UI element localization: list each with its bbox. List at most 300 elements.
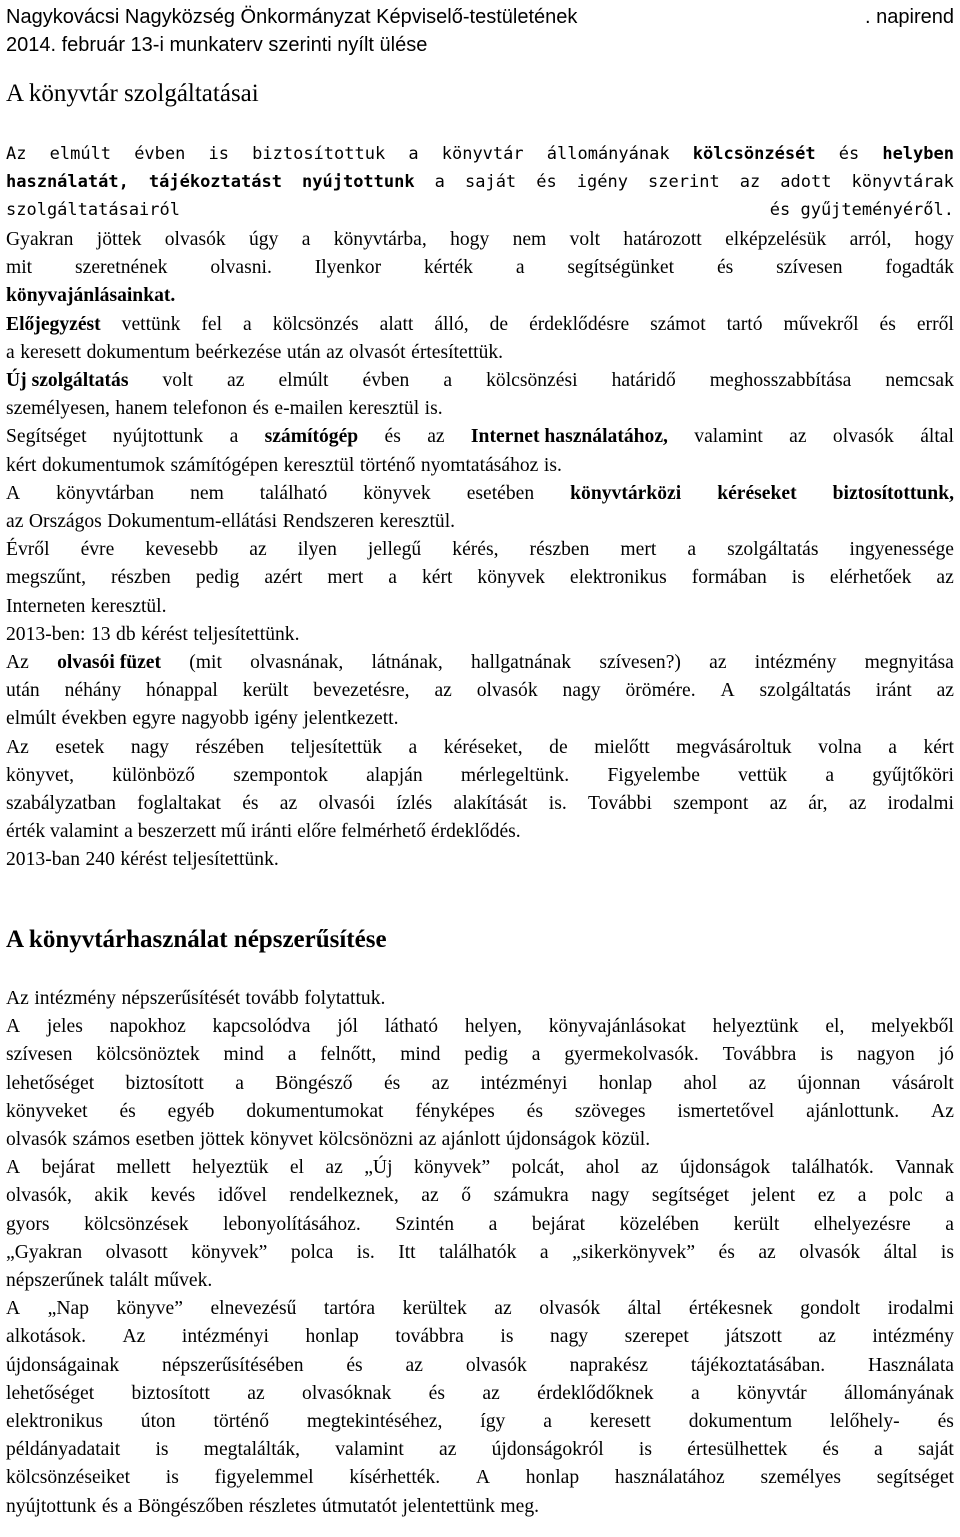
word: megszűnt, xyxy=(6,567,86,589)
word: olvasni. xyxy=(210,257,272,279)
word: könyvek” xyxy=(413,1157,491,1179)
word: akik xyxy=(94,1185,129,1207)
word: úgy xyxy=(248,229,279,250)
word: az xyxy=(494,1298,512,1320)
word: számos xyxy=(72,1129,131,1151)
word: bejárat xyxy=(531,1213,586,1235)
word: volna xyxy=(818,736,862,758)
word: jeles xyxy=(46,1016,83,1038)
word: az xyxy=(789,426,807,448)
word: így xyxy=(480,1411,506,1433)
word: szívesen xyxy=(776,257,843,279)
word: könyve” xyxy=(116,1298,183,1320)
word: db xyxy=(116,623,136,645)
word: rendelkeznek, xyxy=(289,1185,399,1207)
word: is. xyxy=(356,1241,375,1263)
word: intézményi xyxy=(480,1072,568,1094)
bold-word: helyben xyxy=(882,144,954,164)
word: részben xyxy=(529,539,590,561)
word: a xyxy=(488,1213,498,1235)
text-line xyxy=(6,1267,954,1295)
word: kölcsönözni xyxy=(318,1129,414,1151)
word: kölcsönzések xyxy=(84,1213,189,1235)
word: kéréseket, xyxy=(443,736,523,758)
word: az xyxy=(739,172,761,192)
word: könyvtár xyxy=(441,144,524,164)
text-line xyxy=(6,1211,954,1239)
word: Az xyxy=(931,1100,954,1122)
text-line xyxy=(6,367,954,395)
word: kért xyxy=(6,454,37,476)
word: könyvet, xyxy=(6,764,75,786)
word: könyvtárak xyxy=(851,172,954,192)
bold-word: olvasói füzet xyxy=(57,652,162,674)
word: A xyxy=(6,1016,21,1038)
word: vettük xyxy=(738,764,788,786)
word: számot xyxy=(650,313,706,335)
word: az xyxy=(936,680,954,702)
word: könyvtár xyxy=(737,1382,807,1404)
text-line xyxy=(6,1239,954,1267)
word: dokumentum xyxy=(688,1411,793,1433)
word: a beszerzett mű iránti előre felmérhető érdeklődés. xyxy=(124,821,521,843)
word: nyomtatásához xyxy=(420,454,539,476)
word: örömére. xyxy=(625,680,696,702)
word: gyűjtőköri xyxy=(872,764,954,786)
text-line xyxy=(6,1352,954,1380)
word: a xyxy=(301,229,311,250)
word: volt xyxy=(569,229,601,250)
word: érdeklődésre xyxy=(529,313,630,335)
word: kerültek xyxy=(402,1298,467,1320)
word: népszerűsítését xyxy=(121,988,241,1009)
word: kísérhették. xyxy=(349,1467,441,1489)
word: könyvek xyxy=(363,482,431,504)
text-line xyxy=(6,564,954,592)
word: elektronikus xyxy=(569,567,667,589)
text-line xyxy=(6,395,954,423)
word: keresztül xyxy=(283,454,355,476)
word: nagy xyxy=(562,680,601,702)
word: jelentkezett. xyxy=(303,708,399,730)
text-line xyxy=(6,1070,954,1098)
word: az xyxy=(482,1382,500,1404)
word: Az xyxy=(6,988,29,1009)
word: felnőtt, xyxy=(320,1044,377,1066)
word: beérkezése xyxy=(195,341,282,363)
text-line xyxy=(6,621,954,649)
word: megnyitása xyxy=(864,652,954,674)
word: és xyxy=(716,257,734,279)
word: játszott xyxy=(725,1326,782,1348)
word: példányadatait xyxy=(6,1439,121,1461)
word: könyvajánlásokat xyxy=(548,1016,686,1038)
word: szívesen xyxy=(6,1044,73,1066)
word: olvasóknak xyxy=(302,1382,392,1404)
word: Továbbra xyxy=(722,1044,797,1066)
text-line xyxy=(6,423,954,451)
text-line xyxy=(6,649,954,677)
text-line xyxy=(6,762,954,790)
word: közelében xyxy=(619,1213,700,1235)
word: „Nap xyxy=(47,1298,90,1320)
word: gyors xyxy=(6,1213,50,1235)
word: az xyxy=(936,567,954,589)
word: a xyxy=(690,1382,700,1404)
word: továbbra xyxy=(395,1326,464,1348)
word: elhelyezésre xyxy=(813,1213,911,1235)
word: dokumentum xyxy=(86,341,191,363)
text-line xyxy=(6,1464,954,1492)
text-line xyxy=(6,846,954,874)
word: helyeztük xyxy=(192,1157,269,1179)
word: alakítását xyxy=(453,793,528,815)
word: az xyxy=(769,793,787,815)
word: nyújtottunk xyxy=(6,1495,97,1517)
word: olvasott xyxy=(105,1241,168,1263)
word: valamint xyxy=(694,426,763,448)
bold-word: kölcsönzését xyxy=(692,144,816,164)
word: és xyxy=(242,793,259,815)
word: saját xyxy=(917,1439,954,1461)
text-line xyxy=(6,1098,954,1126)
word: megvásároltuk xyxy=(676,736,792,758)
word: szempontok xyxy=(233,764,328,786)
word: az xyxy=(326,341,344,363)
word: Rendszeren xyxy=(282,511,374,533)
word: Használata xyxy=(868,1354,954,1376)
word: kölcsönzés xyxy=(272,313,359,335)
word: állományának xyxy=(546,144,670,164)
word: adott xyxy=(780,172,832,192)
text-line xyxy=(6,677,954,705)
header-agenda-item: . napirend xyxy=(865,6,954,28)
text-line xyxy=(6,480,954,508)
word: látnának, xyxy=(371,652,443,674)
word: Dokumentum-ellátási xyxy=(107,511,278,533)
word: és xyxy=(384,426,401,448)
section-title-library-promotion: A könyvtárhasználat népszerűsítése xyxy=(6,926,387,953)
word: segítséget xyxy=(876,1467,954,1489)
word: tartóra xyxy=(323,1298,376,1320)
word: nagy xyxy=(591,1185,630,1207)
word: mielőtt xyxy=(594,736,650,758)
word: volt xyxy=(162,370,193,392)
word: szeretnének xyxy=(75,257,168,279)
word: a xyxy=(235,1072,244,1094)
word: vettünk xyxy=(121,313,181,335)
word: az xyxy=(249,539,267,561)
word: években xyxy=(61,708,127,730)
word: különböző xyxy=(112,764,195,786)
word: További xyxy=(588,793,652,815)
word: honlap xyxy=(598,1072,653,1094)
word: olvasók xyxy=(164,229,226,250)
word: elmúlt xyxy=(278,370,329,392)
word: a xyxy=(531,1044,541,1066)
word: személyes xyxy=(760,1467,841,1489)
text-line xyxy=(6,1182,954,1210)
word: Gyakran xyxy=(6,229,74,250)
word: biztosított xyxy=(131,1382,210,1404)
section-intro-paragraph xyxy=(6,140,954,224)
text-line xyxy=(6,536,954,564)
bold-word: nyújtottunk xyxy=(302,172,415,192)
word: és xyxy=(536,172,557,192)
word: olvasók xyxy=(799,1241,861,1263)
text-line xyxy=(6,1380,954,1408)
text-line xyxy=(6,1295,954,1323)
word: ingyenessége xyxy=(849,539,954,561)
word: mellett xyxy=(116,1157,171,1179)
word: elmúlt xyxy=(49,144,112,164)
word: napokhoz xyxy=(109,1016,186,1038)
word: talált xyxy=(109,1270,149,1292)
word: újdonságainak xyxy=(6,1354,120,1376)
word: elektronikus xyxy=(6,1411,103,1433)
word: jelent xyxy=(751,1185,796,1207)
word: a xyxy=(874,1439,883,1461)
text-line xyxy=(6,1126,954,1154)
word: Segítséget xyxy=(6,426,87,448)
word: intézmény xyxy=(34,988,116,1009)
word: érdeklődőknek xyxy=(537,1382,654,1404)
word: 13 xyxy=(90,623,111,645)
word: nagyon xyxy=(857,1044,915,1066)
word: Évről xyxy=(6,539,50,561)
word: honlap xyxy=(525,1467,580,1489)
word: esetében xyxy=(466,482,535,504)
word: is xyxy=(165,1467,179,1489)
word: kért xyxy=(421,567,453,589)
word: alatt xyxy=(379,313,414,335)
word: A xyxy=(6,1157,21,1179)
word: jöttek xyxy=(199,1129,245,1151)
word: az xyxy=(431,1072,450,1094)
text-line xyxy=(6,140,954,168)
word: lehetőséget xyxy=(6,1072,95,1094)
word: Figyelembe xyxy=(607,764,700,786)
word: fel xyxy=(201,313,223,335)
word: a xyxy=(6,341,15,363)
word: olvasók xyxy=(476,680,538,702)
word: a xyxy=(434,172,445,192)
word: részben xyxy=(110,567,171,589)
word: jól xyxy=(337,1016,358,1038)
word: is. xyxy=(424,398,443,420)
word: és xyxy=(101,1495,119,1517)
word: olvasók xyxy=(539,1298,601,1320)
word: szolgáltatás xyxy=(759,680,851,702)
text-line xyxy=(6,818,954,846)
word: a xyxy=(287,1044,297,1066)
word: keresztül xyxy=(348,398,420,420)
word: a xyxy=(543,1411,552,1433)
bold-word: használatát, xyxy=(6,172,129,192)
word: került xyxy=(733,1213,780,1235)
word: évben xyxy=(134,144,186,164)
word: és xyxy=(428,1382,445,1404)
word: ő xyxy=(461,1185,472,1207)
word: tájékoztatásában. xyxy=(690,1354,826,1376)
word: vásárolt xyxy=(891,1072,954,1094)
word: olvasók xyxy=(6,1129,67,1151)
word: használatához xyxy=(614,1467,725,1489)
word: után xyxy=(6,680,40,702)
word: Vannak xyxy=(895,1157,954,1179)
word: is xyxy=(208,144,229,164)
word: a xyxy=(408,144,419,164)
word: néhány xyxy=(64,680,122,702)
word: mérlegeltünk. xyxy=(460,764,570,786)
page-header xyxy=(6,3,954,59)
word: szerepet xyxy=(624,1326,689,1348)
bold-word: Új szolgáltatás xyxy=(6,370,129,392)
word: bejárat xyxy=(41,1157,95,1179)
word: biztosított xyxy=(125,1072,204,1094)
bold-word: számítógép xyxy=(264,426,359,448)
word: arról, xyxy=(849,229,892,250)
word: az xyxy=(709,652,727,674)
word: megtekintéséhez, xyxy=(306,1411,443,1433)
word: pedig xyxy=(195,567,240,589)
section-title-library-services: A könyvtár szolgáltatásai xyxy=(6,80,259,107)
word: mit xyxy=(6,257,33,279)
word: fogadták xyxy=(885,257,954,279)
word: az xyxy=(439,1439,457,1461)
word: nyújtottunk xyxy=(112,426,204,448)
word: elképzelésük xyxy=(725,229,827,250)
word: melyekből xyxy=(871,1016,954,1038)
text-line xyxy=(6,452,954,480)
word: elérhetőek xyxy=(829,567,912,589)
word: idővel xyxy=(217,1185,267,1207)
word: Országos xyxy=(28,511,102,533)
word: mind xyxy=(223,1044,264,1066)
word: hónappal xyxy=(146,680,218,702)
word: 2013-ban xyxy=(6,849,81,871)
text-line xyxy=(6,705,954,733)
word: polca xyxy=(290,1241,334,1263)
word: hallgatnának xyxy=(470,652,572,674)
word: értesülhettek xyxy=(687,1439,788,1461)
text-line xyxy=(6,1436,954,1464)
word: lelőhely- xyxy=(830,1411,900,1433)
word: jellegű xyxy=(367,539,422,561)
text-line xyxy=(6,1323,954,1351)
bold-word: kéréseket xyxy=(717,482,797,504)
word: és xyxy=(119,1100,136,1122)
word: és xyxy=(346,1354,363,1376)
text-line xyxy=(6,1154,954,1182)
word: dokumentumokat xyxy=(246,1100,384,1122)
section-library-promotion-body xyxy=(6,985,954,1521)
word: jöttek xyxy=(96,229,142,250)
bold-word: tájékoztatást xyxy=(148,172,282,192)
word: nem xyxy=(512,229,547,250)
text-line xyxy=(6,734,954,762)
word: az xyxy=(418,1129,437,1151)
word: Az xyxy=(6,652,29,674)
word: könyvtárban xyxy=(56,482,155,504)
word: az xyxy=(758,1241,776,1263)
header-council-name: Nagykovácsi Nagyközség Önkormányzat Képviselő-testületének xyxy=(6,6,578,28)
word: által xyxy=(627,1298,662,1320)
word: el xyxy=(289,1157,304,1179)
word: kért xyxy=(923,736,954,758)
word: számukra xyxy=(493,1185,569,1207)
word: igény xyxy=(254,708,298,730)
word: és xyxy=(937,1411,954,1433)
word: Böngészőben xyxy=(137,1495,244,1517)
word: határozott xyxy=(623,229,702,250)
word: keresztül. xyxy=(379,511,456,533)
word: hogy xyxy=(450,229,490,250)
word: Az xyxy=(122,1326,146,1348)
word: „Gyakran xyxy=(6,1241,83,1263)
word: irodalmi xyxy=(887,1298,954,1320)
word: mert xyxy=(620,539,657,561)
word: került xyxy=(242,680,289,702)
word: polc xyxy=(888,1185,923,1207)
word: „Új xyxy=(364,1157,393,1179)
word: népszerűnek xyxy=(6,1270,104,1292)
word: újdonságok xyxy=(679,1157,771,1179)
word: és xyxy=(822,1439,839,1461)
word: az xyxy=(6,511,24,533)
word: intézményi xyxy=(181,1326,269,1348)
word: naprakész xyxy=(569,1354,648,1376)
word: szívesen?) xyxy=(599,652,681,674)
word: pedig xyxy=(464,1044,508,1066)
word: az xyxy=(434,680,452,702)
word: de xyxy=(549,736,568,758)
bold-word: könyvajánlásainkat. xyxy=(6,285,176,307)
word: Szintén xyxy=(395,1213,455,1235)
word: de xyxy=(489,313,509,335)
word: és xyxy=(526,1100,543,1122)
word: Böngésző xyxy=(275,1072,353,1094)
word: is xyxy=(820,1044,834,1066)
word: történő xyxy=(359,454,416,476)
word: újonnan xyxy=(797,1072,861,1094)
word: keresett xyxy=(20,341,82,363)
word: ismertetővel xyxy=(677,1100,775,1122)
word: könyvek” xyxy=(191,1241,268,1263)
word: is. xyxy=(548,793,567,815)
word: helyen, xyxy=(464,1016,522,1038)
word: könyvek xyxy=(477,567,545,589)
word: részletes xyxy=(248,1495,317,1517)
word: 240 xyxy=(85,849,115,871)
word: művek. xyxy=(154,1270,213,1292)
word: kevés xyxy=(150,1185,196,1207)
word: értékesnek xyxy=(688,1298,773,1320)
text-line xyxy=(6,254,954,282)
word: az xyxy=(279,793,298,815)
word: által xyxy=(920,426,954,448)
word: olvasót xyxy=(349,341,406,363)
word: A xyxy=(720,680,735,702)
word: elnevezésű xyxy=(210,1298,297,1320)
word: erről xyxy=(916,313,954,335)
bold-word: biztosítottunk, xyxy=(832,482,954,504)
word: biztosítottuk xyxy=(252,144,386,164)
word: kölcsönöztek xyxy=(96,1044,200,1066)
word: található xyxy=(259,482,328,504)
word: az xyxy=(405,1354,423,1376)
word: ahol xyxy=(585,1157,620,1179)
